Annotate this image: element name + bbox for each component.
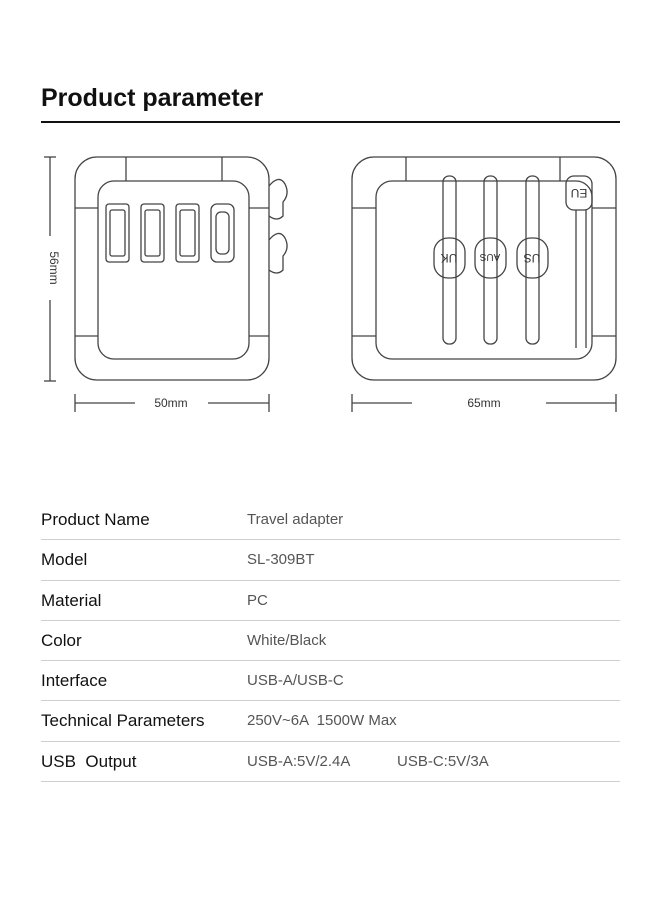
spec-row-material [41, 581, 620, 621]
height-dim-label: 56mm [47, 251, 61, 285]
bottom-slider [269, 233, 287, 273]
us-label: US [523, 251, 541, 265]
uk-label: UK [440, 251, 458, 265]
spec-label: Color [41, 630, 82, 650]
front-outer-shell [75, 157, 269, 380]
spec-row-product-name [41, 500, 620, 540]
spec-value: 250V~6A 1500W Max [247, 712, 397, 730]
spec-value: Travel adapter [247, 511, 344, 528]
spec-value: White/Black [247, 631, 327, 649]
spec-value: PC [247, 591, 268, 609]
side-width-label: 65mm [467, 396, 501, 410]
spec-label: Product Name [41, 510, 150, 529]
usb-c-port [211, 204, 234, 262]
spec-value: USB-A/USB-C [247, 672, 344, 690]
usb-a-port-3 [176, 204, 199, 262]
spec-label: USB Output [41, 751, 137, 771]
front-inner-face [98, 181, 249, 359]
title-divider [41, 121, 620, 123]
top-slider [269, 179, 287, 219]
spec-label: Technical Parameters [41, 711, 205, 731]
spec-value: USB-A:5V/2.4A [247, 752, 351, 770]
spec-row-interface [41, 661, 620, 701]
spec-row-model [41, 540, 620, 580]
spec-label: Material [41, 590, 102, 610]
spec-row-usb-output [41, 742, 620, 782]
front-view [44, 157, 287, 412]
product-diagram [0, 140, 660, 430]
spec-table [41, 500, 620, 782]
aus-label: AUS [479, 251, 501, 262]
eu-label: EU [570, 186, 588, 200]
spec-row-color [41, 621, 620, 661]
spec-label: Model [41, 550, 88, 570]
front-width-label: 50mm [154, 396, 188, 410]
spec-row-technical-parameters [41, 701, 620, 741]
page-title: Product parameter [41, 84, 264, 112]
usb-a-port-1 [106, 204, 129, 262]
usb-a-port-2 [141, 204, 164, 262]
spec-value-secondary: USB-C:5V/3A [397, 752, 489, 770]
spec-value: SL-309BT [247, 551, 315, 569]
spec-label: Interface [41, 671, 108, 691]
